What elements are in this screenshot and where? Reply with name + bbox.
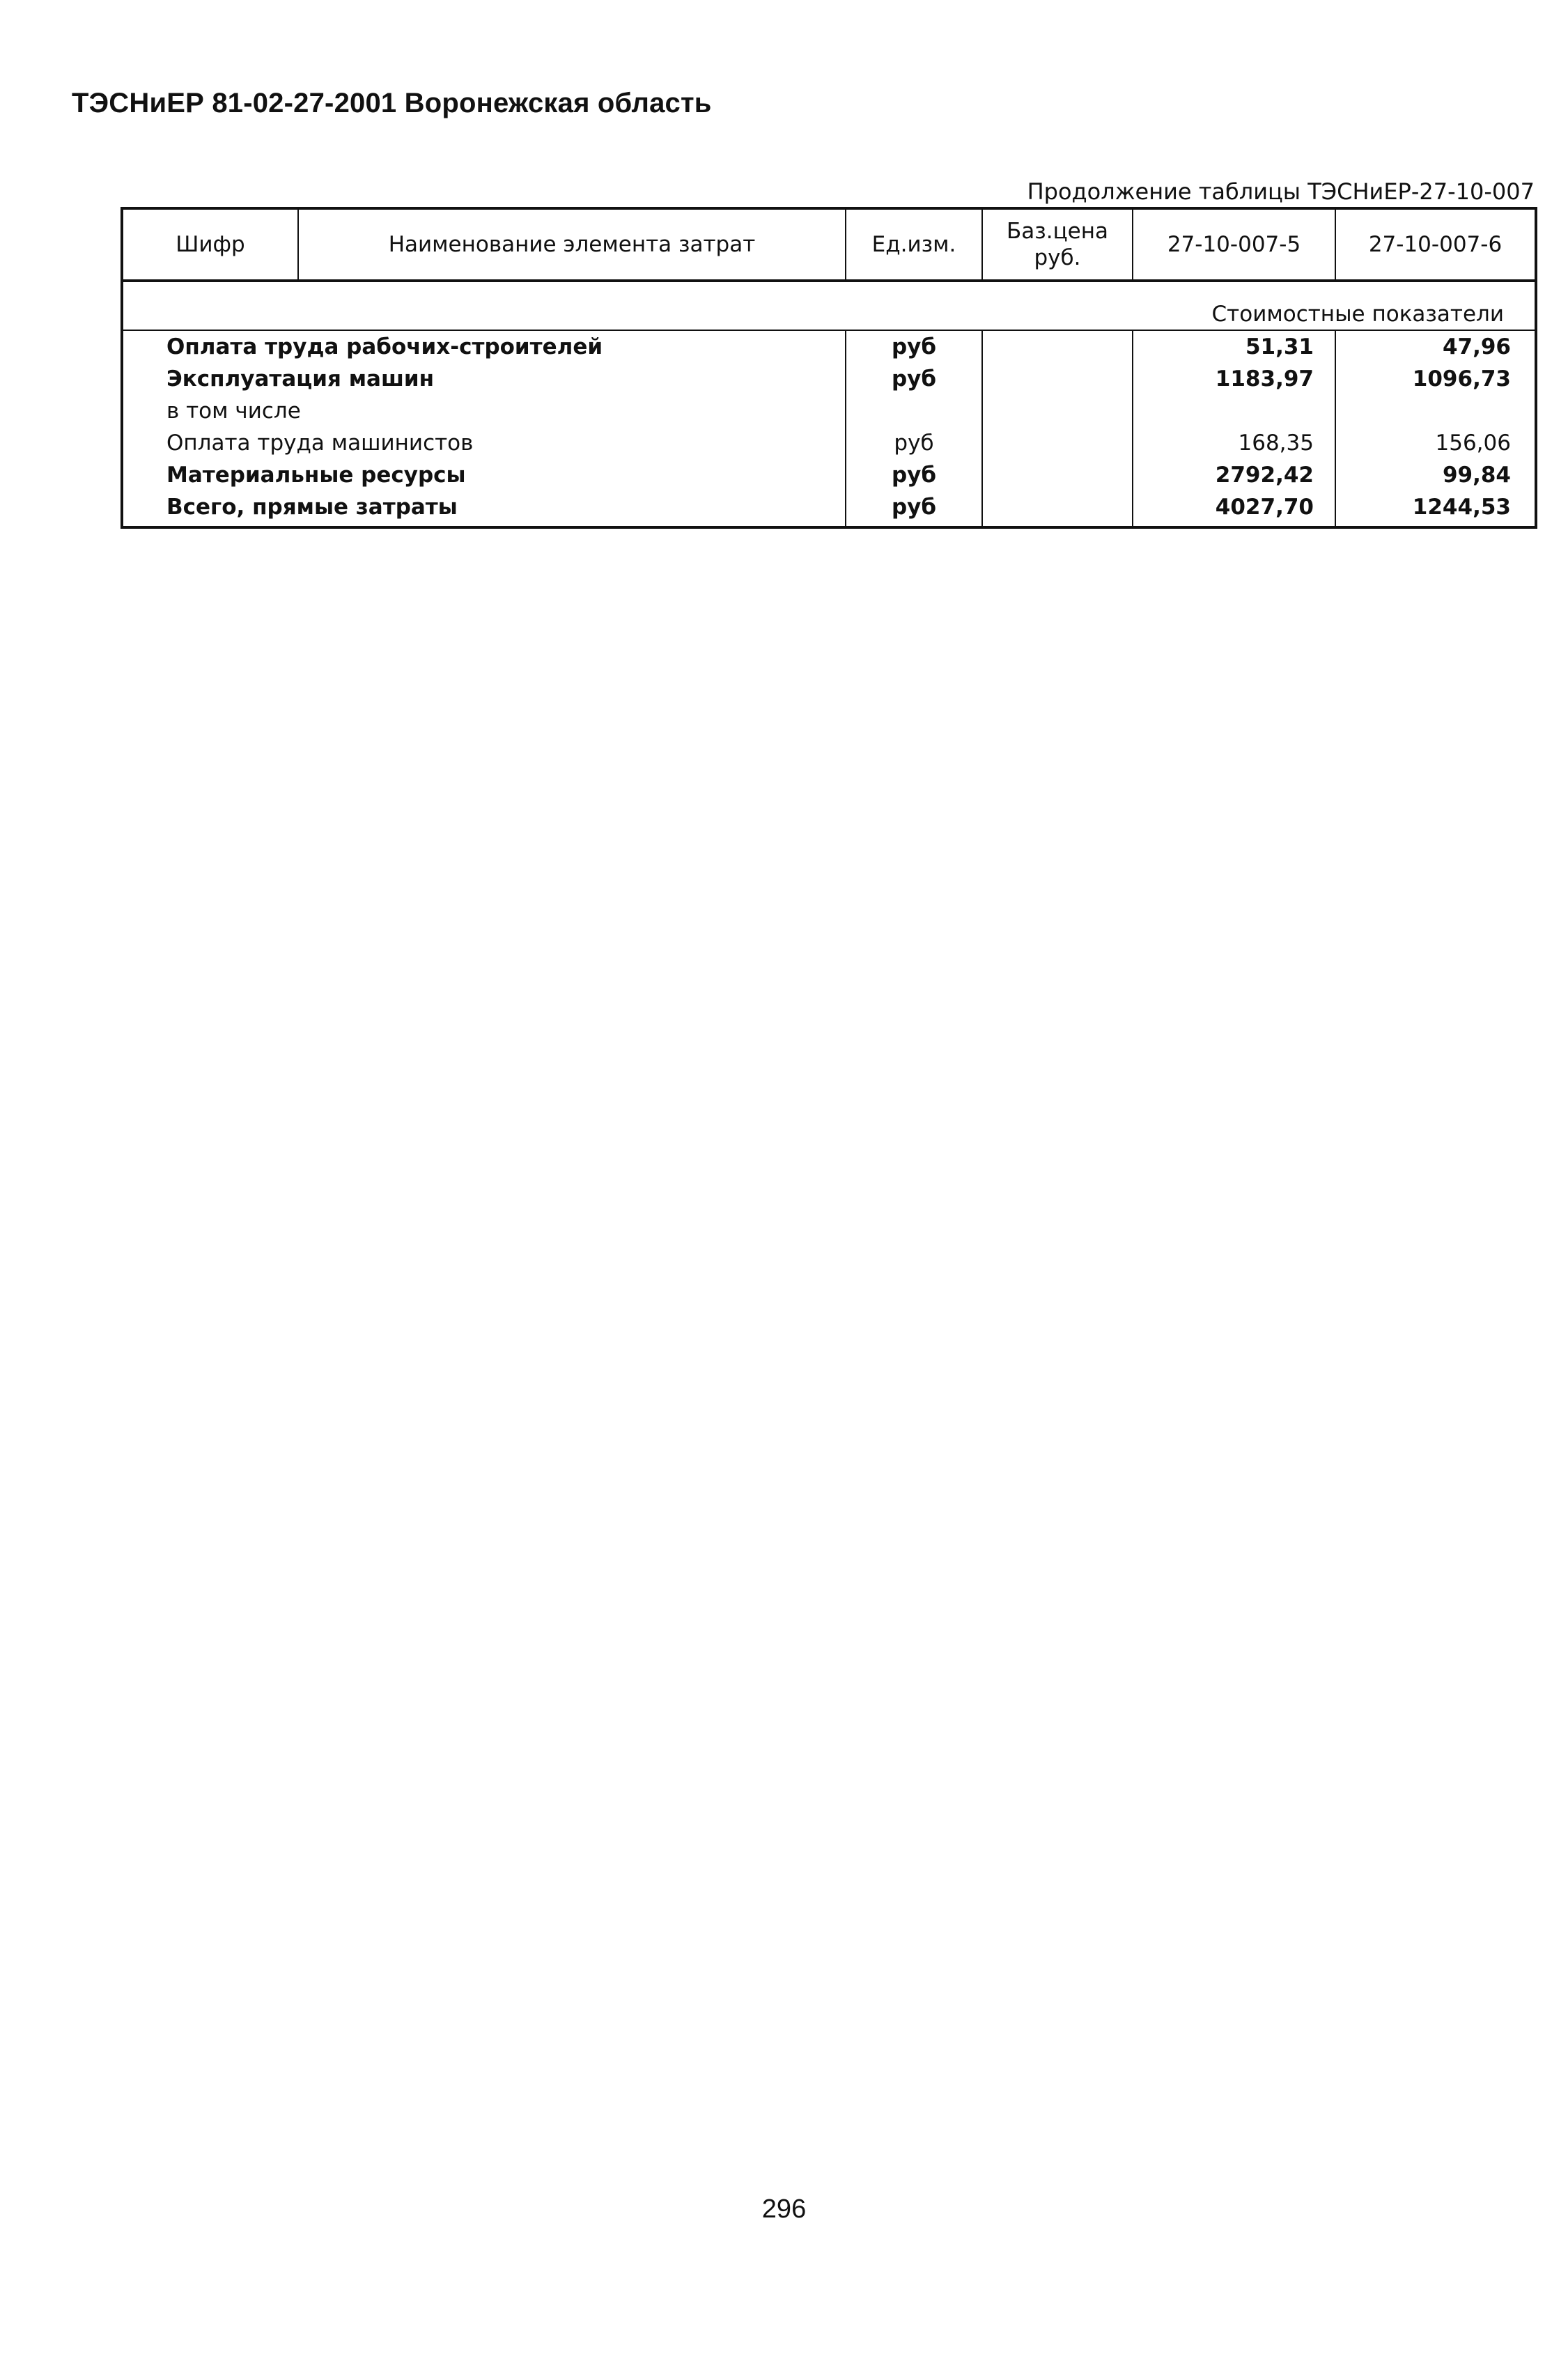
- row-value-col1: 1183,97: [1133, 363, 1335, 395]
- header-unit: Ед.изм.: [846, 208, 982, 281]
- table-body: [122, 281, 1536, 527]
- header-col-27-10-007-6: 27-10-007-6: [1335, 208, 1536, 281]
- row-name: Оплата труда машинистов: [166, 431, 474, 456]
- row-value-col2: [1335, 395, 1536, 427]
- row-name: в том числе: [166, 398, 301, 424]
- table-row: [122, 491, 1536, 527]
- row-value-col1: 51,31: [1133, 330, 1335, 363]
- cost-table: [121, 207, 1537, 529]
- header-base-price: Баз.цена руб.: [982, 208, 1133, 281]
- header-code: Шифр: [122, 208, 298, 281]
- row-base-price: [982, 330, 1133, 363]
- row-unit: руб: [846, 491, 982, 527]
- row-unit: руб: [846, 427, 982, 459]
- section-row: [122, 281, 1536, 330]
- row-base-price: [982, 395, 1133, 427]
- row-value-col2: 99,84: [1335, 459, 1536, 491]
- header-name: Наименование элемента затрат: [298, 208, 846, 281]
- table-row: [122, 363, 1536, 395]
- row-name: Эксплуатация машин: [166, 366, 435, 392]
- row-base-price: [982, 459, 1133, 491]
- page-number: 296: [761, 2194, 807, 2224]
- table-header: [122, 208, 1536, 281]
- row-value-col1: [1133, 395, 1335, 427]
- table-row: [122, 459, 1536, 491]
- row-name: Материальные ресурсы: [166, 463, 466, 488]
- table-row: [122, 330, 1536, 363]
- document-title: ТЭСНиЕР 81-02-27-2001 Воронежская область: [72, 88, 712, 118]
- row-value-col1: 4027,70: [1133, 491, 1335, 527]
- table-continuation-note: Продолжение таблицы ТЭСНиЕР-27-10-007: [1027, 178, 1535, 205]
- row-value-col2: 1096,73: [1335, 363, 1536, 395]
- row-unit: руб: [846, 330, 982, 363]
- row-unit: руб: [846, 459, 982, 491]
- row-unit: [846, 395, 982, 427]
- row-base-price: [982, 491, 1133, 527]
- row-value-col2: 1244,53: [1335, 491, 1536, 527]
- row-value-col2: 47,96: [1335, 330, 1536, 363]
- section-label: Стоимостные показатели: [122, 281, 1536, 330]
- header-col-27-10-007-5: 27-10-007-5: [1133, 208, 1335, 281]
- table-row: [122, 395, 1536, 427]
- row-base-price: [982, 363, 1133, 395]
- row-base-price: [982, 427, 1133, 459]
- row-value-col1: 2792,42: [1133, 459, 1335, 491]
- table-row: [122, 427, 1536, 459]
- row-name: Всего, прямые затраты: [166, 495, 458, 520]
- row-value-col1: 168,35: [1133, 427, 1335, 459]
- row-name: Оплата труда рабочих-строителей: [166, 334, 603, 359]
- row-unit: руб: [846, 363, 982, 395]
- row-value-col2: 156,06: [1335, 427, 1536, 459]
